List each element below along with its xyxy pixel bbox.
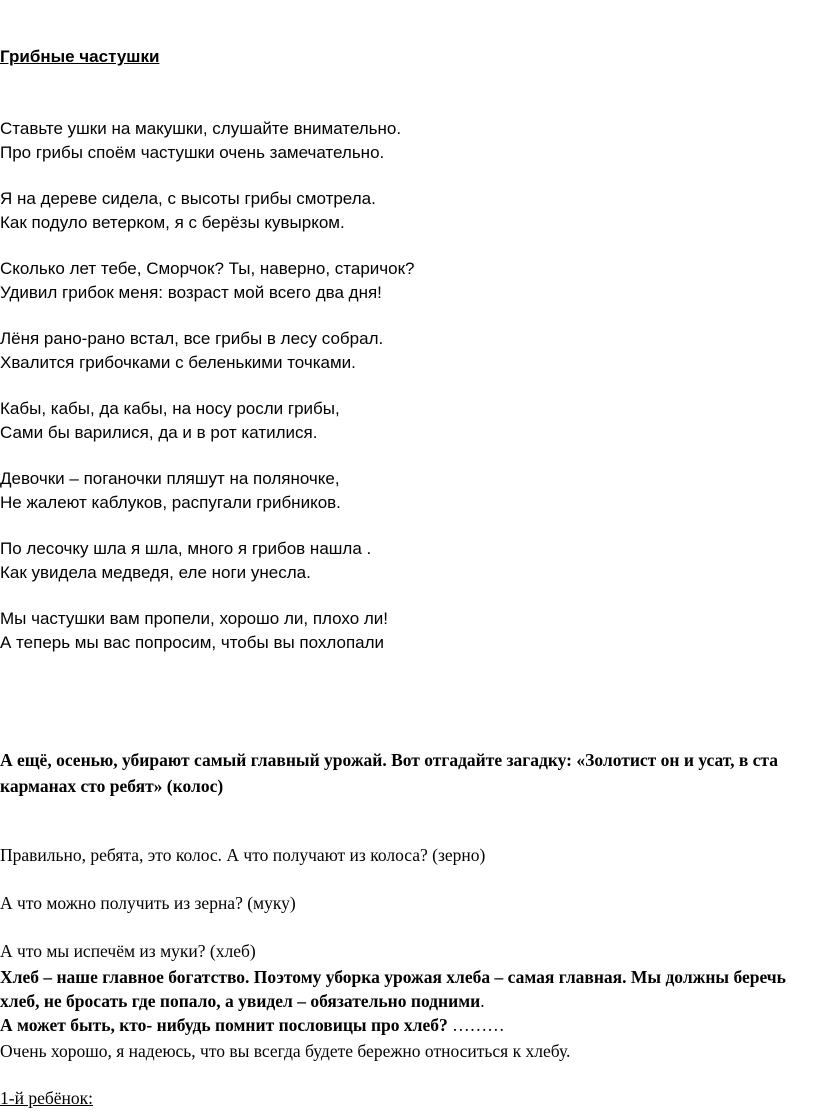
proverb-ellipsis: ………: [447, 1015, 505, 1035]
verse-line: По лесочку шла я шла, много я грибов нашла .: [0, 539, 372, 558]
proverb-question: А может быть, кто- нибудь помнит пословицы про хлеб?: [0, 1015, 448, 1035]
verse-line: Сколько лет тебе, Сморчок? Ты, наверно, старичок?: [0, 259, 415, 278]
stanza-6: [0, 467, 816, 515]
stanza-2: [0, 187, 816, 235]
verse-line: Хвалится грибочками с беленькими точками.: [0, 353, 356, 372]
verse-line: Удивил грибок меня: возраст мой всего два дня!: [0, 283, 382, 302]
verse-line: Как увидела медведя, еле ноги унесла.: [0, 563, 311, 582]
child-label: 1-й ребёнок:: [0, 1088, 93, 1108]
stanza-1: [0, 117, 816, 165]
verse-line: Кабы, кабы, да кабы, на носу росли грибы,: [0, 399, 340, 418]
question-paragraph: А что можно получить из зерна? (муку): [0, 893, 296, 913]
poem-title: Грибные частушки: [0, 47, 160, 66]
verse-line: А теперь мы вас попросим, чтобы вы похлопали: [0, 633, 385, 652]
stanza-7: [0, 537, 816, 585]
bread-statement: Хлеб – наше главное богатство. Поэтому уборка урожая хлеба – самая главная. Мы должны беречь хлеб, не бросать где попало, а увидел – обязательно подними: [0, 967, 786, 1011]
verse-line: Про грибы споём частушки очень замечательно.: [0, 143, 385, 162]
verse-line: Ставьте ушки на макушки, слушайте внимательно.: [0, 119, 402, 138]
verse-line: Не жалеют каблуков, распугали грибников.: [0, 493, 341, 512]
bread-statement-end: .: [480, 991, 485, 1011]
stanza-4: [0, 327, 816, 375]
verse-line: Как подуло ветерком, я с берёзы кувырком.: [0, 213, 345, 232]
verse-line: Сами бы варилися, да и в рот катилися.: [0, 423, 318, 442]
stanza-8: [0, 607, 816, 655]
poem-verses: [0, 117, 816, 677]
riddle-paragraph: А ещё, осенью, убирают самый главный урожай. Вот отгадайте загадку: «Золотист он и усат, в ста карманах сто ребят» (колос): [0, 750, 778, 796]
verse-line: Девочки – поганочки пляшут на поляночке,: [0, 469, 340, 488]
verse-line: Я на дереве сидела, с высоты грибы смотрела.: [0, 189, 376, 208]
bread-paragraph: [0, 965, 812, 1037]
verse-line: Мы частушки вам пропели, хорошо ли, плохо ли!: [0, 609, 389, 628]
question-paragraph: А что мы испечём из муки? (хлеб): [0, 941, 256, 961]
closing-paragraph: Очень хорошо, я надеюсь, что вы всегда будете бережно относиться к хлебу.: [0, 1041, 571, 1061]
stanza-5: [0, 397, 816, 445]
verse-line: Лёня рано-рано встал, все грибы в лесу собрал.: [0, 329, 384, 348]
stanza-3: [0, 257, 816, 305]
question-paragraph: Правильно, ребята, это колос. А что получают из колоса? (зерно): [0, 845, 486, 865]
